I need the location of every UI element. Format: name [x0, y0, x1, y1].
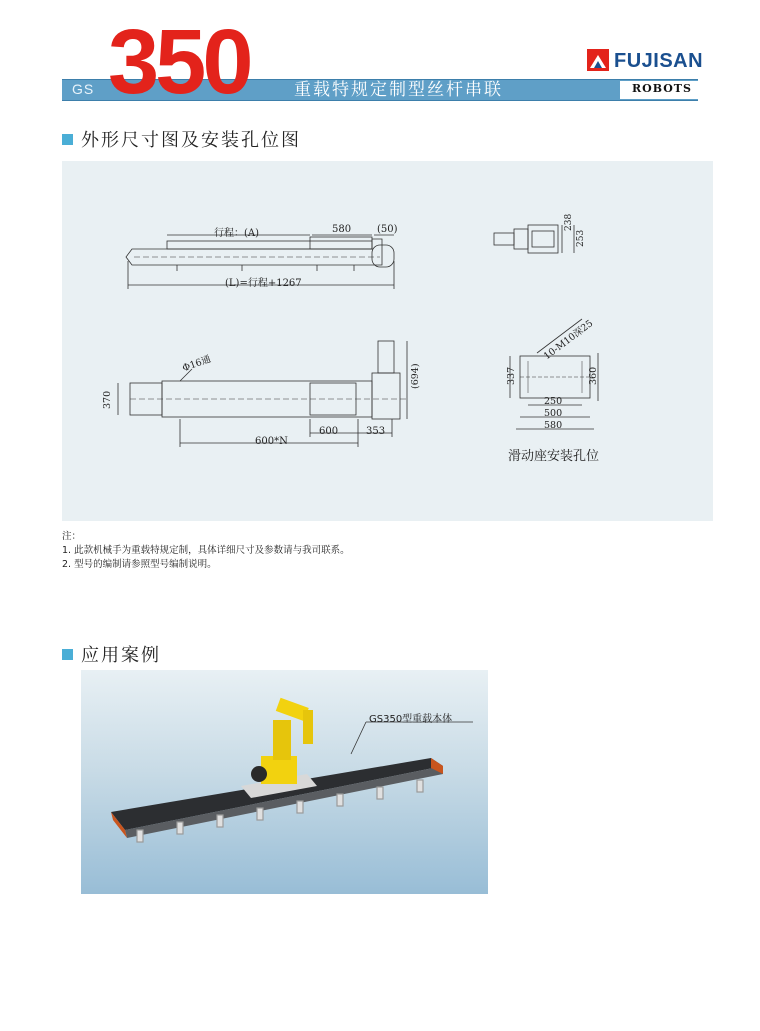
- photo-callout: GS350型重载本体: [369, 714, 453, 725]
- height-left-label: 337: [506, 366, 517, 385]
- dim-353-label: 353: [366, 426, 386, 437]
- end-view: [494, 225, 574, 253]
- model-number: 350: [108, 11, 250, 113]
- end-gap-label: (50): [377, 224, 398, 235]
- height-right-label: 360: [588, 366, 599, 385]
- pitch-label: 600*N: [255, 436, 288, 447]
- slider-caption: 滑动座安装孔位: [508, 449, 600, 464]
- w3-label: 580: [544, 420, 563, 431]
- w2-label: 500: [544, 408, 563, 419]
- motor-height-label: (694): [410, 363, 421, 389]
- dimension-drawing-panel: [62, 161, 713, 521]
- stroke-label: 行程：(A): [214, 228, 260, 239]
- note-item-1: 1. 此款机械手为重载特规定制，具体详细尺寸及参数请与我司联系。: [62, 545, 350, 556]
- brand-sub: ROBOTS: [632, 82, 692, 95]
- brand-name: FUJISAN: [614, 50, 704, 72]
- end-dim-inner-label: 238: [564, 213, 574, 231]
- thread-label: 10-M10深25: [541, 318, 596, 363]
- bullet-square-icon: [62, 134, 73, 145]
- section-title-text: 应用案例: [81, 645, 161, 666]
- dimension-drawing: [62, 161, 713, 521]
- section-title-text: 外形尺寸图及安装孔位图: [81, 130, 301, 151]
- dim-600-label: 600: [319, 426, 339, 437]
- page-title: 重载特规定制型丝杆串联: [294, 80, 503, 100]
- total-length-label: (L)=行程+1267: [225, 278, 302, 289]
- robot-rail-illustration: [81, 670, 488, 894]
- w1-label: 250: [544, 396, 563, 407]
- notes: [62, 530, 350, 572]
- fujisan-logo-icon: [587, 49, 609, 71]
- bullet-square-icon: [62, 649, 73, 660]
- end-dim-outer-label: 253: [576, 229, 586, 247]
- width-label: 370: [102, 390, 113, 409]
- slider-length-label: 580: [332, 224, 352, 235]
- section-title-application: [62, 641, 161, 667]
- hole-label: Φ16通: [181, 353, 213, 375]
- notes-heading: 注：: [62, 531, 82, 542]
- top-view: [118, 341, 407, 447]
- note-item-2: 2. 型号的编制请参照型号编制说明。: [62, 559, 217, 570]
- section-title-dimensions: [62, 126, 301, 152]
- header-prefix: GS: [72, 81, 95, 97]
- application-photo: [81, 670, 488, 894]
